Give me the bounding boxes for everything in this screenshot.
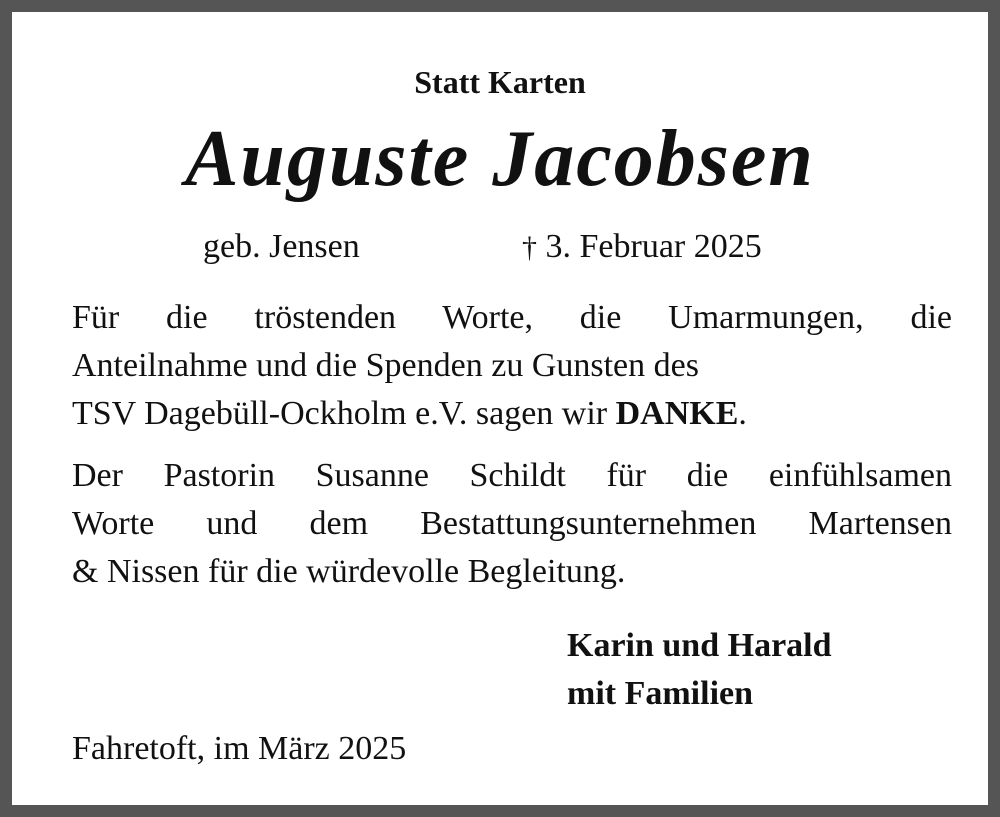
thanks-line-3-text: TSV Dagebüll-Ockholm e.V. sagen wir — [72, 395, 616, 432]
birth-name: geb. Jensen — [203, 228, 360, 265]
signature — [567, 622, 832, 718]
thanks-line-1: Für die tröstenden Worte, die Umarmungen, die — [72, 299, 952, 336]
pastor-line-3: & Nissen für die würdevolle Begleitung. — [72, 553, 626, 590]
cross-icon: † — [522, 231, 537, 264]
thanks-line-2: Anteilnahme und die Spenden zu Gunsten des — [72, 347, 699, 384]
pastor-paragraph — [72, 452, 952, 596]
deceased-name: Auguste Jacobsen — [185, 115, 815, 203]
thanks-line-3-end: . — [738, 395, 747, 432]
signature-line-2: mit Familien — [567, 675, 754, 712]
thanks-paragraph — [72, 294, 952, 438]
signature-line-1: Karin und Harald — [567, 627, 832, 664]
death-date: 3. Februar 2025 — [545, 228, 762, 265]
pre-title: Statt Karten — [414, 64, 586, 100]
pastor-line-1: Der Pastorin Susanne Schildt für die einfühlsamen — [72, 457, 952, 494]
thanks-line-3 — [72, 390, 952, 438]
death-date-line — [522, 225, 762, 270]
pastor-line-2: Worte und dem Bestattungsunternehmen Martensen — [72, 505, 952, 542]
danke-word: DANKE — [615, 395, 739, 432]
place-date: Fahretoft, im März 2025 — [72, 730, 407, 767]
